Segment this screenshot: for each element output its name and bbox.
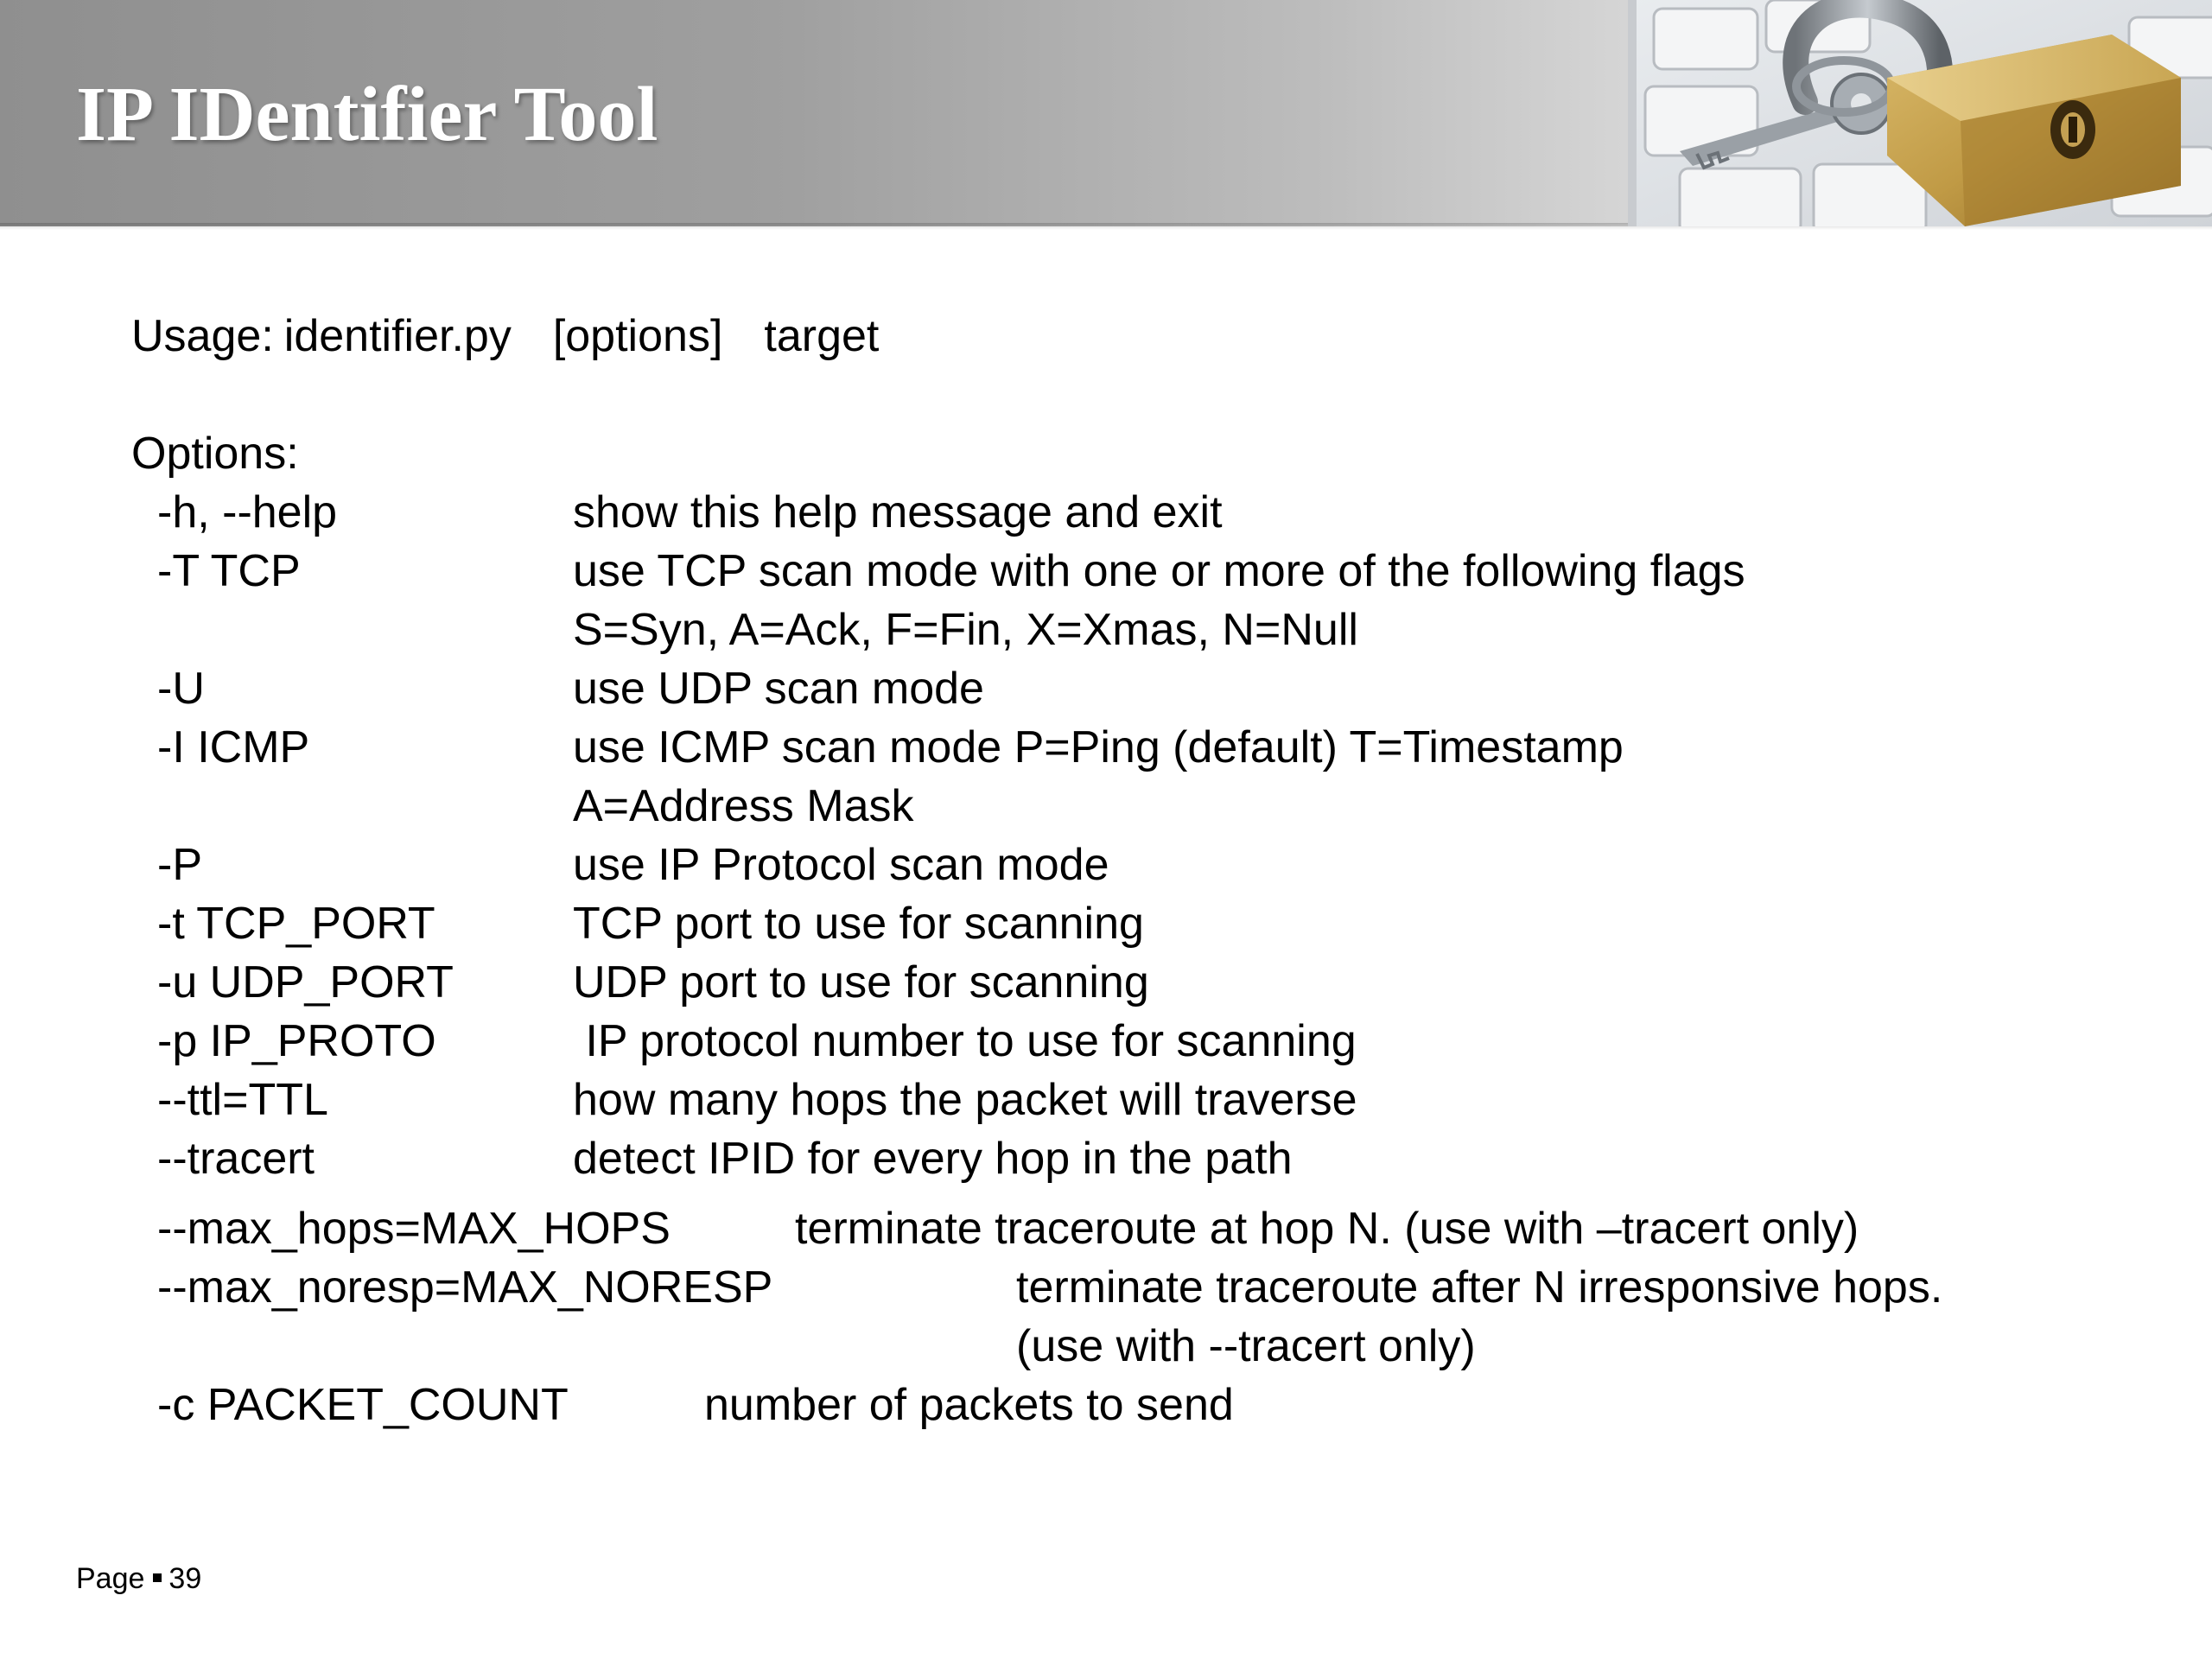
slide-title: IP IDentifier Tool bbox=[76, 72, 658, 157]
option-description: number of packets to send bbox=[704, 1380, 1234, 1430]
option-flag: -U bbox=[157, 664, 205, 714]
option-description: how many hops the packet will traverse bbox=[573, 1075, 1357, 1125]
option-description: show this help message and exit bbox=[573, 487, 1223, 537]
page-label: Page bbox=[76, 1562, 145, 1595]
option-flag: -c PACKET_COUNT bbox=[157, 1380, 569, 1430]
option-description: use UDP scan mode bbox=[573, 664, 984, 714]
option-description: IP protocol number to use for scanning bbox=[573, 1016, 1357, 1066]
option-description: (use with --tracert only) bbox=[1016, 1321, 1476, 1371]
option-flag: -u UDP_PORT bbox=[157, 957, 454, 1007]
usage-command: identifier.py bbox=[283, 311, 512, 361]
page-number: 39 bbox=[168, 1562, 202, 1595]
option-flag: -T TCP bbox=[157, 546, 301, 596]
option-description: terminate traceroute after N irresponsive hops. bbox=[1016, 1262, 1943, 1313]
option-description: UDP port to use for scanning bbox=[573, 957, 1149, 1007]
options-heading: Options: bbox=[131, 429, 299, 479]
usage-target-token: target bbox=[764, 311, 880, 361]
option-description: use IP Protocol scan mode bbox=[573, 840, 1109, 890]
option-flag: -h, --help bbox=[157, 487, 338, 537]
option-description: S=Syn, A=Ack, F=Fin, X=Xmas, N=Null bbox=[573, 605, 1358, 655]
option-flag: --max_hops=MAX_HOPS bbox=[157, 1204, 671, 1254]
page-footer bbox=[76, 1561, 201, 1596]
option-flag: --ttl=TTL bbox=[157, 1075, 328, 1125]
usage-label: Usage: bbox=[131, 311, 274, 361]
usage-options-token: [options] bbox=[552, 311, 723, 361]
option-description: use ICMP scan mode P=Ping (default) T=Timestamp bbox=[573, 722, 1624, 772]
option-description: TCP port to use for scanning bbox=[573, 899, 1144, 949]
option-flag: -p IP_PROTO bbox=[157, 1016, 436, 1066]
option-flag: -t TCP_PORT bbox=[157, 899, 435, 949]
option-description: use TCP scan mode with one or more of the following flags bbox=[573, 546, 1745, 596]
option-flag: --tracert bbox=[157, 1134, 315, 1184]
option-description: A=Address Mask bbox=[573, 781, 914, 831]
option-description: terminate traceroute at hop N. (use with –tracert only) bbox=[795, 1204, 1859, 1254]
option-flag: -P bbox=[157, 840, 202, 890]
bullet-separator-icon bbox=[153, 1573, 162, 1582]
option-flag: -I ICMP bbox=[157, 722, 310, 772]
option-description: detect IPID for every hop in the path bbox=[573, 1134, 1293, 1184]
option-flag: --max_noresp=MAX_NORESP bbox=[157, 1262, 773, 1313]
usage-line bbox=[131, 310, 879, 362]
